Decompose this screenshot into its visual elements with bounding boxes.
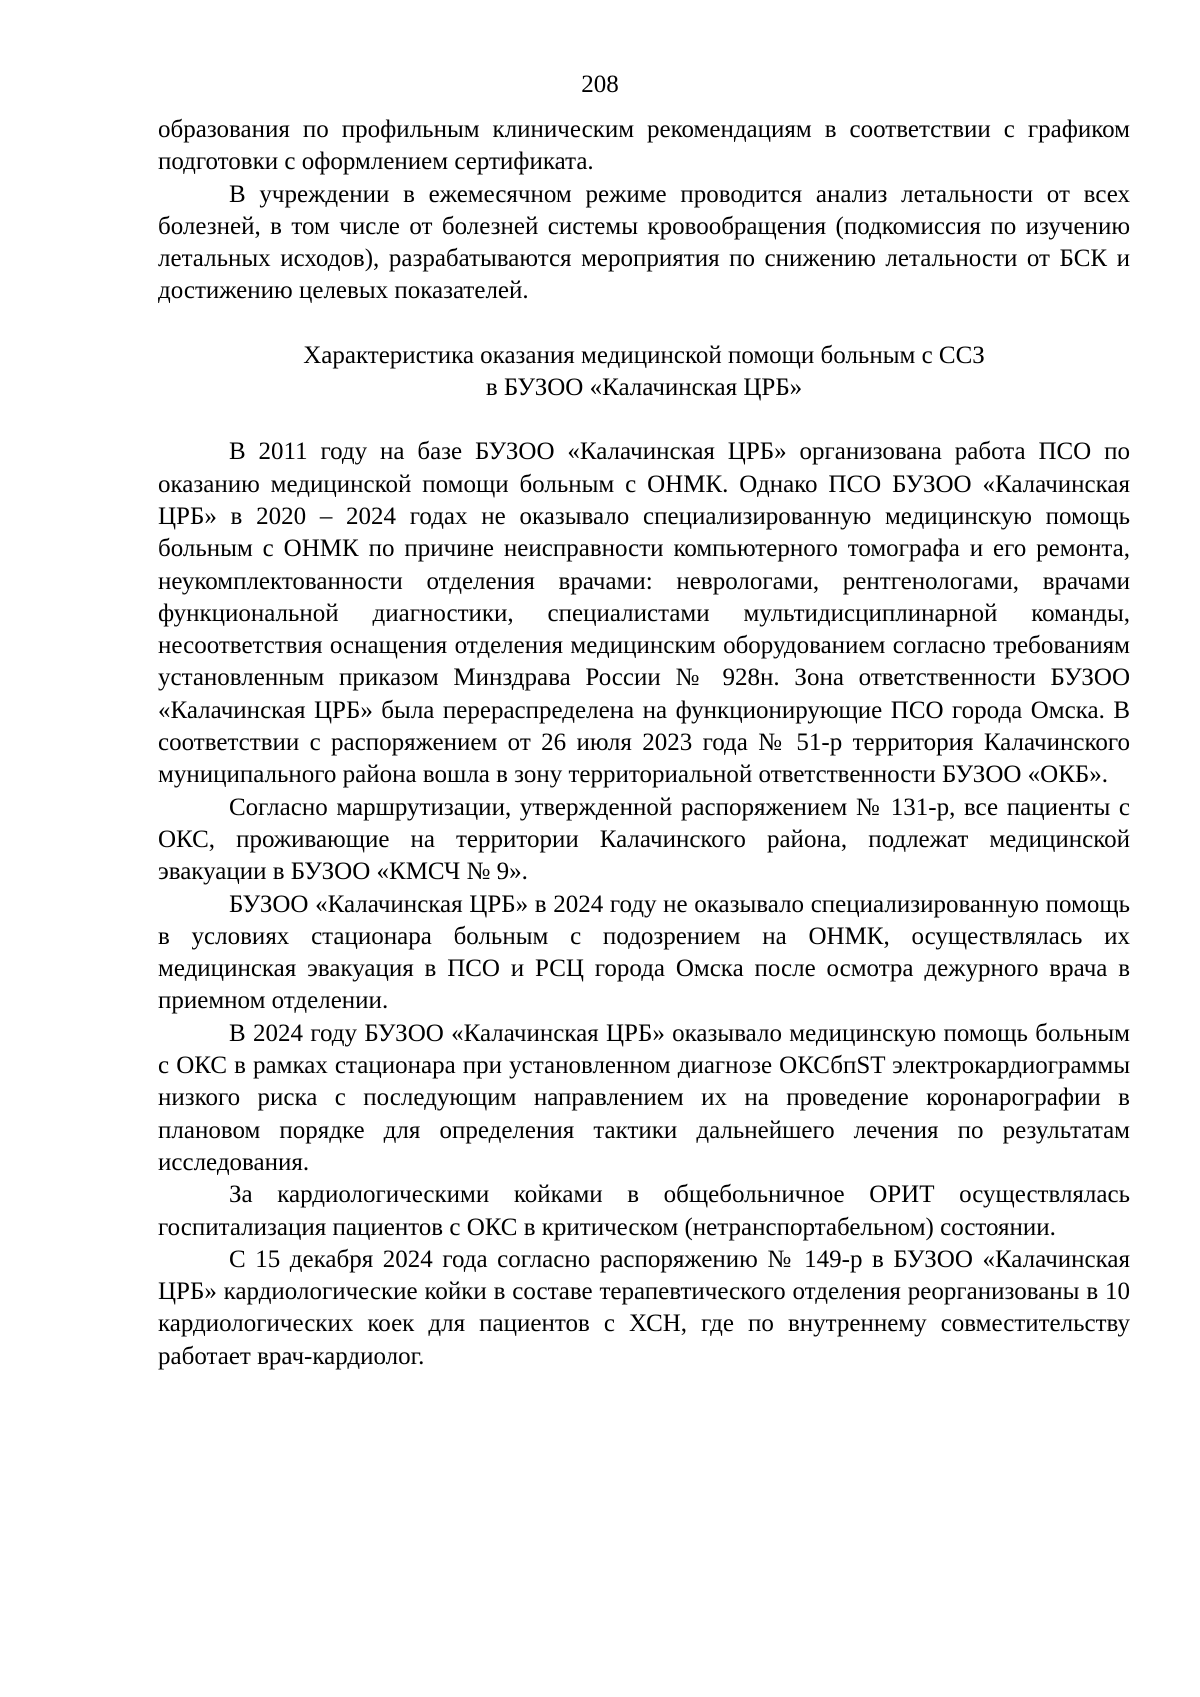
paragraph-orit-hospitalization: За кардиологическими койками в общебольничное ОРИТ осуществлялась госпитализация пациентов с ОКС в критическом (нетранспортабельном) состоянии. bbox=[158, 1181, 1130, 1241]
paragraph-pso-2011: В 2011 году на базе БУЗОО «Калачинская ЦРБ» организована работа ПСО по оказанию медицинской помощи больным с ОНМК. Однако ПСО БУЗОО «Калачинская ЦРБ» в 2020 – 2024 годах не оказывало специализированную медицинскую помощь больным с ОНМК по причине неисправности компьютерного томографа и его ремонта, неукомплектованности отделения врачами: неврологами, рентгенологами, врачами функциональной диагностики, специалистами мультидисциплинарной команды, несоответствия оснащения отделения медицинским оборудованием согласно требованиям установленным приказом Минздрава России № 928н. Зона ответственности БУЗОО «Калачинская ЦРБ» была перераспределена на функционирующие ПСО города Омска. В соответствии с распоряжением от 26 июля 2023 года № 51-р территория Калачинского муниципального района вошла в зону территориальной ответственности БУЗОО «ОКБ». bbox=[158, 438, 1130, 789]
paragraph-lethality-analysis: В учреждении в ежемесячном режиме проводится анализ летальности от всех болезней, в том числе от болезней системы кровообращения (подкомиссия по изучению летальных исходов), разрабатываются мероприятия по снижению летальности от БСК и достижению целевых показателей. bbox=[158, 180, 1130, 305]
paragraph-continuation: образования по профильным клиническим рекомендациям в соответствии с графиком подготовки с оформлением сертификата. bbox=[158, 116, 1130, 176]
section-heading-line-2: в БУЗОО «Калачинская ЦРБ» bbox=[485, 374, 803, 402]
paragraph-oks-care-2024: В 2024 году БУЗОО «Калачинская ЦРБ» оказывало медицинскую помощь больным с ОКС в рамках стационара при установленном диагнозе ОКСбпST электрокардиограммы низкого риска с последующим направлением их на проведение коронарографии в плановом порядке для определения тактики дальнейшего лечения по результатам исследования. bbox=[158, 1019, 1130, 1176]
paragraph-routing-oks: Согласно маршрутизации, утвержденной распоряжением № 131-р, все пациенты с ОКС, проживающие на территории Калачинского района, подлежат медицинской эвакуации в БУЗОО «КМСЧ № 9». bbox=[158, 793, 1130, 886]
document-body bbox=[158, 114, 1130, 1373]
page-number: 208 bbox=[581, 71, 619, 98]
section-heading-line-1: Характеристика оказания медицинской помощи больным с ССЗ bbox=[303, 341, 985, 369]
section-heading bbox=[158, 340, 1130, 405]
paragraph-cardio-beds-reorganization: С 15 декабря 2024 года согласно распоряжению № 149-р в БУЗОО «Калачинская ЦРБ» кардиологические койки в составе терапевтического отделения реорганизованы в 10 кардиологических коек для пациентов с ХСН, где по внутреннему совместительству работает врач-кардиолог. bbox=[158, 1245, 1130, 1370]
paragraph-onmk-evacuation: БУЗОО «Калачинская ЦРБ» в 2024 году не оказывало специализированную помощь в условиях стационара больным с подозрением на ОНМК, осуществлялась их медицинская эвакуация в ПСО и РСЦ города Омска после осмотра дежурного врача в приемном отделении. bbox=[158, 890, 1130, 1015]
